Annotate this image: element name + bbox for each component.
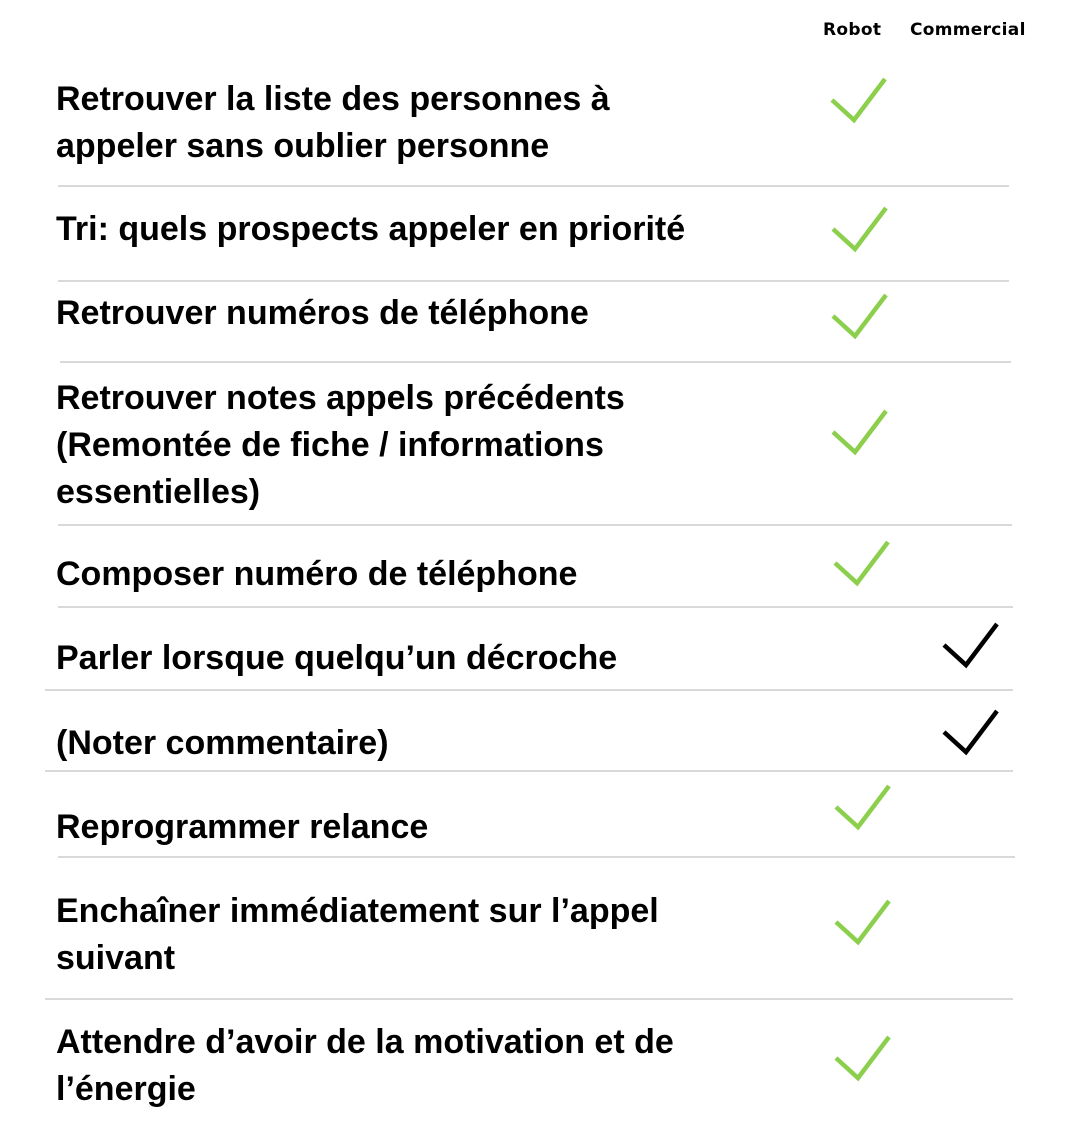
check-icon	[834, 1034, 892, 1082]
row-divider	[45, 998, 1013, 1000]
row-label: Retrouver notes appels précédents (Remontée de fiche / informations essentielles)	[56, 379, 625, 511]
check-icon	[831, 408, 889, 456]
row-divider	[58, 280, 1009, 282]
check-icon	[942, 708, 1000, 756]
row-divider	[45, 689, 1013, 691]
row-divider	[45, 770, 1013, 772]
check-icon	[834, 898, 892, 946]
row-label: Reprogrammer relance	[56, 808, 429, 846]
check-icon	[831, 205, 889, 253]
check-icon	[942, 621, 1000, 669]
row-divider	[58, 185, 1009, 187]
column-header-commercial: Commercial	[910, 20, 1026, 40]
row-divider	[58, 856, 1015, 858]
check-icon	[833, 539, 891, 587]
check-icon	[831, 292, 889, 340]
row-label: Composer numéro de téléphone	[56, 555, 578, 593]
row-label: Enchaîner immédiatement sur l’appel suivant	[56, 892, 659, 977]
check-icon	[834, 783, 892, 831]
row-label: Retrouver numéros de téléphone	[56, 294, 589, 332]
row-label: (Noter commentaire)	[56, 724, 389, 762]
row-label: Attendre d’avoir de la motivation et de l’énergie	[56, 1023, 674, 1108]
row-divider	[58, 524, 1012, 526]
row-divider	[60, 361, 1011, 363]
row-label: Retrouver la liste des personnes à appeler sans oublier personne	[56, 80, 610, 165]
column-header-robot: Robot	[823, 20, 882, 40]
row-label: Parler lorsque quelqu’un décroche	[56, 639, 618, 677]
check-icon	[830, 76, 888, 124]
row-label: Tri: quels prospects appeler en priorité	[56, 210, 686, 248]
row-divider	[58, 606, 1013, 608]
